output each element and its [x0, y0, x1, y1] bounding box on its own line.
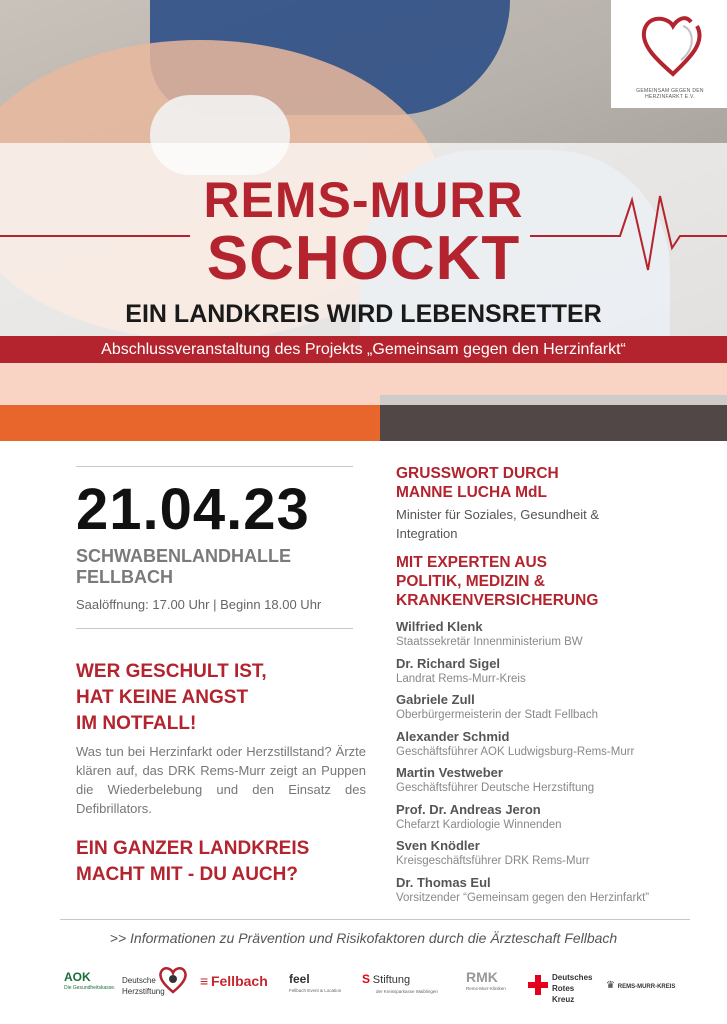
headline-landkreis: [76, 836, 309, 888]
kreis-crest-icon: ♛: [606, 980, 615, 991]
drk-line-3: Kreuz: [552, 995, 575, 1004]
sparkasse-s-icon: S: [362, 972, 371, 986]
fellbach-mark-icon: ≡: [200, 973, 209, 989]
event-date: 21.04.23: [76, 477, 310, 542]
event-venue: [76, 546, 291, 588]
speaker-role: Vorsitzender “Gemeinsam gegen den Herzinfarkt”: [396, 892, 650, 904]
headline-landkreis-line-2: MACHT MIT - DU AUCH?: [76, 864, 298, 885]
logo-drk: [552, 972, 592, 1005]
speaker-role: Geschäftsführer Deutsche Herzstiftung: [396, 782, 595, 794]
herzstiftung-line-2: Herzstiftung: [122, 987, 165, 996]
greeting-role-line-1: Minister für Soziales, Gesundheit &: [396, 507, 600, 522]
speaker-name: Dr. Richard Sigel: [396, 656, 501, 671]
greeting-line-1: GRUSSWORT DURCH: [396, 465, 559, 482]
speaker-name: Sven Knödler: [396, 838, 480, 853]
headline-geschult-line-1: WER GESCHULT IST,: [76, 661, 267, 682]
headline-geschult: [76, 659, 267, 737]
speaker-item: [396, 655, 706, 687]
speaker-name: Dr. Thomas Eul: [396, 875, 491, 890]
speaker-name: Gabriele Zull: [396, 692, 475, 707]
divider-top-left: [76, 466, 353, 467]
banner-text: Abschlussveranstaltung des Projekts „Gemeinsam gegen den Herzinfarkt“: [101, 341, 626, 358]
logo-rmk: [466, 969, 506, 994]
speaker-role: Staatssekretär Innenministerium BW: [396, 636, 583, 648]
logo-org-name: GEMEINSAM GEGEN DEN HERZINFARKT E.V.: [636, 88, 704, 100]
rmk-name: RMK: [466, 969, 498, 985]
experts-line-3: KRANKENVERSICHERUNG: [396, 592, 599, 609]
speaker-item: [396, 728, 706, 760]
speaker-name: Wilfried Klenk: [396, 619, 483, 634]
headline-geschult-line-2: HAT KEINE ANGST: [76, 687, 249, 708]
speaker-role: Chefarzt Kardiologie Winnenden: [396, 819, 562, 831]
logo-stiftung-ksk: [362, 974, 438, 997]
experts-line-1: MIT EXPERTEN AUS: [396, 554, 547, 571]
logo-fellbach: [200, 973, 268, 989]
feel-name: feel: [289, 972, 310, 986]
rmk-sub: Rems-Murr-Kliniken: [466, 986, 506, 991]
sponsor-logos: [0, 962, 727, 1008]
speaker-role: Landrat Rems-Murr-Kreis: [396, 673, 526, 685]
headline-geschult-line-3: IM NOTFALL!: [76, 713, 197, 734]
speaker-item: [396, 801, 706, 833]
speaker-role: Kreisgeschäftsführer DRK Rems-Murr: [396, 855, 590, 867]
speaker-name: Martin Vestweber: [396, 765, 503, 780]
greeting-role: [396, 505, 696, 543]
speaker-item: [396, 874, 706, 906]
drk-line-1: Deutsches: [552, 973, 593, 982]
red-banner: [0, 336, 727, 363]
logo-aok: [64, 972, 115, 994]
greeting-line-2: MANNE LUCHA MdL: [396, 484, 547, 501]
hero-image: [0, 0, 727, 441]
herzstiftung-line-1: Deutsche: [122, 976, 156, 985]
organization-logo: [611, 0, 727, 108]
speaker-item: [396, 837, 706, 869]
greeting-heading: [396, 464, 559, 502]
experts-heading: [396, 553, 598, 610]
headline-landkreis-line-1: EIN GANZER LANDKREIS: [76, 838, 310, 859]
aok-sub: Die Gesundheitskasse.: [64, 985, 116, 991]
intro-paragraph: Was tun bei Herzinfarkt oder Herzstillstand? Ärzte klären auf, das DRK Rems-Murr zeigt an Puppen die Wiederbelebung und den Einsatz des Defibrillators.: [76, 744, 366, 816]
speaker-item: [396, 764, 706, 796]
herzstiftung-heart-icon: [158, 966, 188, 994]
venue-line-2: FELLBACH: [76, 567, 173, 587]
logo-rems-murr-kreis: [606, 980, 675, 993]
rmkreis-name: REMS-MURR-KREIS: [617, 984, 676, 990]
speaker-item: [396, 691, 706, 723]
speaker-item: [396, 618, 706, 650]
event-times: Saalöffnung: 17.00 Uhr | Beginn 18.00 Uhr: [76, 597, 322, 612]
speaker-role: Oberbürgermeisterin der Stadt Fellbach: [396, 709, 598, 721]
heart-logo-icon: [611, 0, 727, 90]
red-cross-icon: [528, 975, 548, 995]
greeting-role-line-2: Integration: [396, 526, 458, 541]
stiftung-name: Stiftung: [372, 974, 411, 986]
speaker-role: Geschäftsführer AOK Ludwigsburg-Rems-Murr: [396, 746, 635, 758]
drk-line-2: Rotes: [552, 984, 575, 993]
info-line: >> Informationen zu Prävention und Risikofaktoren durch die Ärzteschaft Fellbach: [109, 930, 618, 946]
venue-line-1: SCHWABENLANDHALLE: [76, 546, 291, 566]
feel-sub: Fellbach Event & Location: [289, 988, 342, 993]
hero-subtitle: EIN LANDKREIS WIRD LEBENSRETTER: [125, 300, 602, 328]
logo-feel: [289, 974, 341, 996]
speaker-name: Prof. Dr. Andreas Jeron: [396, 802, 541, 817]
title-schockt: SCHOCKT: [206, 224, 521, 293]
experts-line-2: POLITIK, MEDIZIN &: [396, 573, 545, 590]
stiftung-sub: der Kreissparkasse Waiblingen: [376, 989, 438, 994]
title-rems-murr: REMS-MURR: [203, 172, 524, 228]
speaker-name: Alexander Schmid: [396, 729, 510, 744]
aok-name: AOK: [64, 970, 91, 984]
fellbach-name: Fellbach: [210, 973, 268, 989]
divider-bottom: [60, 919, 690, 920]
divider-mid-left: [76, 628, 353, 629]
